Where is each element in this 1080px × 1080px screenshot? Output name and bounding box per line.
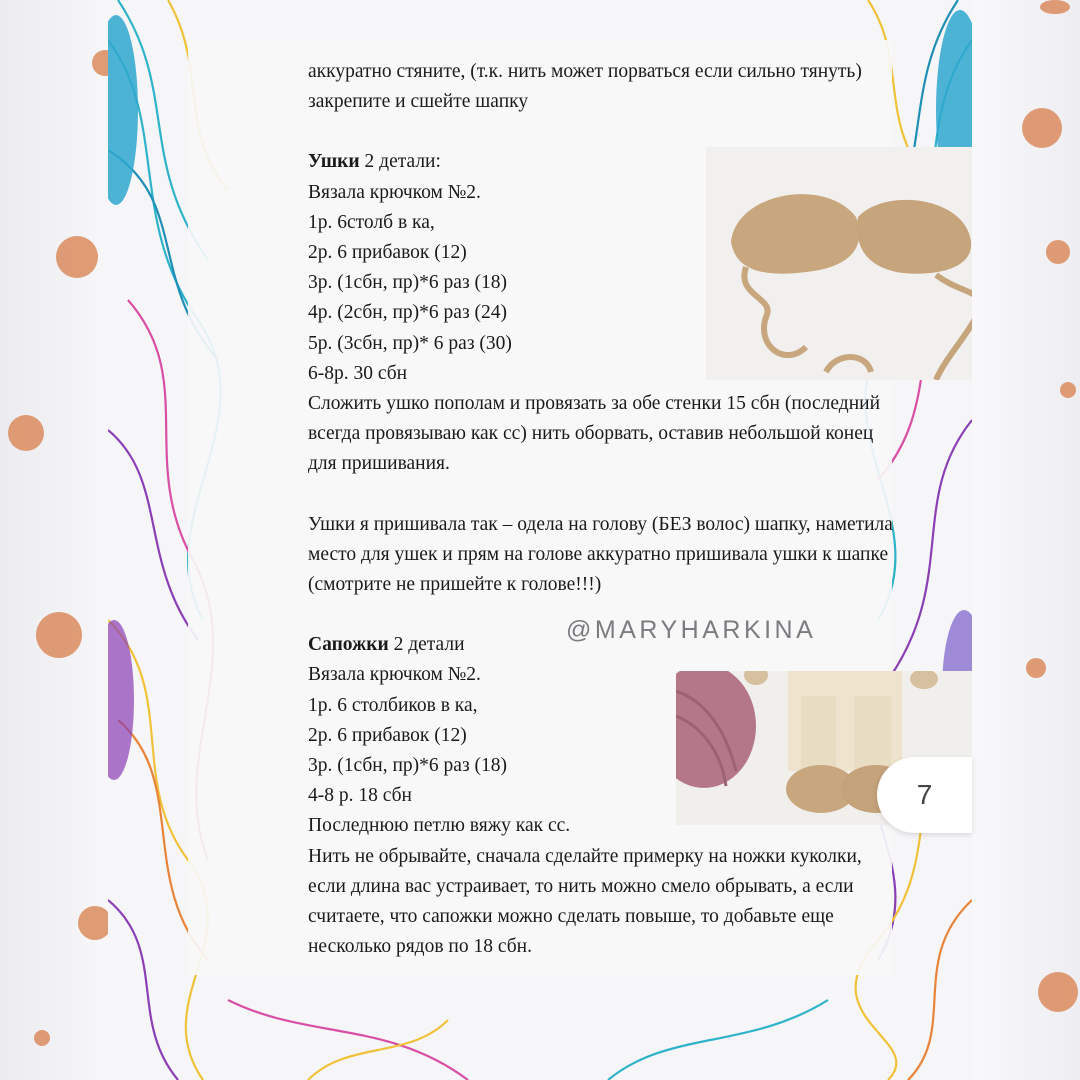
text-line: 4р. (2сбн, пр)*6 раз (24) <box>308 302 508 324</box>
text-line: 1р. 6 столбиков в ка, <box>308 694 478 716</box>
decor-dot <box>78 906 112 940</box>
boots-title: Сапожки <box>308 634 389 656</box>
text-line: всегда провязываю как сс) нить оборвать, оставив небольшой конец <box>308 423 874 445</box>
text-line: Вязала крючком №2. <box>308 664 481 686</box>
decor-dot <box>56 236 98 278</box>
ears-subtitle: 2 детали: <box>359 151 441 173</box>
text-line: если длина вас устраивает, то нить можно смело обрывать, а если <box>308 875 854 897</box>
boots-subtitle: 2 детали <box>388 634 465 656</box>
right-background <box>972 0 1080 1080</box>
paragraph-gap <box>308 117 972 147</box>
decor-dot <box>8 415 44 451</box>
decor-dot <box>1040 0 1070 14</box>
text-line: закрепите и сшейте шапку <box>308 91 529 113</box>
decor-dot <box>1022 108 1062 148</box>
page-number-badge: 7 <box>877 757 972 833</box>
text-line: 2р. 6 прибавок (12) <box>308 724 467 746</box>
paragraph-gap <box>308 480 972 510</box>
text-line: Нить не обрывайте, сначала сделайте примерку на ножки куколки, <box>308 845 862 867</box>
ears-heading <box>308 147 972 177</box>
text-line: 4-8 р. 18 сбн <box>308 785 412 807</box>
text-line: 6-8р. 30 сбн <box>308 362 408 384</box>
text-line: Сложить ушко пополам и провязать за обе стенки 15 сбн (последний <box>308 393 881 415</box>
decor-dot <box>1026 658 1046 678</box>
decor-dot <box>1038 972 1078 1012</box>
decor-dot <box>34 1030 50 1046</box>
text-line: 3р. (1сбн, пр)*6 раз (18) <box>308 755 508 777</box>
decor-dot <box>1046 240 1070 264</box>
watermark-handle: @MARYHARKINA <box>566 616 817 644</box>
text-line: для пришивания. <box>308 453 450 475</box>
ears-title: Ушки <box>308 151 360 173</box>
decor-dot <box>36 612 82 658</box>
text-line: считаете, что сапожки можно сделать повыше, то добавьте еще <box>308 906 834 928</box>
pattern-text <box>308 57 972 962</box>
text-line: 2р. 6 прибавок (12) <box>308 242 467 264</box>
text-line: несколько рядов по 18 сбн. <box>308 936 532 958</box>
decor-dot <box>1060 382 1076 398</box>
pattern-page <box>108 0 972 1080</box>
text-line: (смотрите не пришейте к голове!!!) <box>308 574 602 596</box>
text-line: аккуратно стяните, (т.к. нить может порваться если сильно тянуть) <box>308 61 862 82</box>
text-line: 3р. (1сбн, пр)*6 раз (18) <box>308 272 508 294</box>
text-line: место для ушек и прям на голове аккуратно пришивала ушки к шапке <box>308 543 889 565</box>
text-line: Вязала крючком №2. <box>308 181 481 203</box>
text-line: Последнюю петлю вяжу как сс. <box>308 815 571 837</box>
text-line: 5р. (3сбн, пр)* 6 раз (30) <box>308 332 512 354</box>
text-line: Ушки я пришивала так – одела на голову (БЕЗ волос) шапку, наметила <box>308 513 893 535</box>
text-line: 1р. 6столб в ка, <box>308 211 435 233</box>
